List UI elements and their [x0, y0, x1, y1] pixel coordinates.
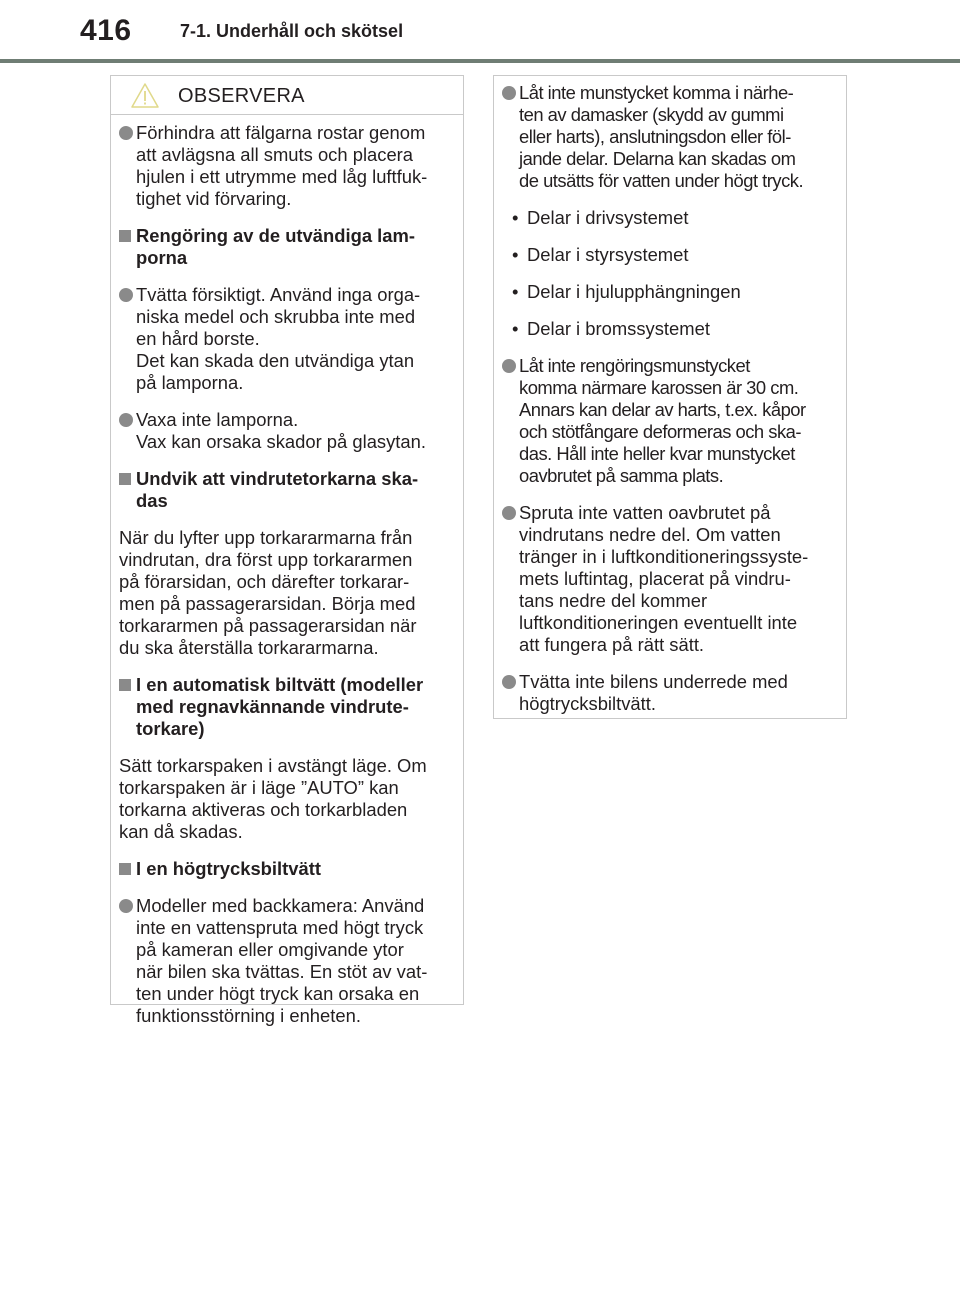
- subheading: Undvik att vindrutetorkarna ska- das: [119, 468, 449, 512]
- subheading: Rengöring av de utvändiga lam- porna: [119, 225, 449, 269]
- header-rule: [0, 59, 960, 63]
- bullet-icon: [502, 359, 516, 373]
- list-item: Låt inte rengöringsmunstycket komma närmare karossen är 30 cm. Annars kan delar av harts, t.ex. kåpor och stötfångare deformeras och ska- das. Håll inte heller kvar munstycket oavbrutet på samma plats.: [502, 355, 832, 487]
- observera-title: OBSERVERA: [178, 85, 305, 107]
- subheading: I en högtrycksbiltvätt: [119, 858, 449, 880]
- list-item: Tvätta försiktigt. Använd inga orga- niska medel och skrubba inte med en hård borste. Det kan skada den utvändiga ytan på lamporna.: [119, 284, 449, 394]
- list-item: Vaxa inte lamporna. Vax kan orsaka skador på glasytan.: [119, 409, 449, 453]
- bullet-icon: [502, 675, 516, 689]
- list-item: Spruta inte vatten oavbrutet på vindrutans nedre del. Om vatten tränger in i luftkonditioneringssyste- mets luftintag, placerat på vindru- tans nedre del kommer luftkonditioneringen eventuellt inte att fungera på rätt sätt.: [502, 502, 832, 656]
- square-bullet-icon: [119, 230, 131, 242]
- paragraph: Sätt torkarspaken i avstängt läge. Om torkarspaken är i läge ”AUTO” kan torkarna aktiveras och torkarbladen kan då skadas.: [119, 755, 427, 842]
- list-item: Låt inte munstycket komma i närhe- ten av damasker (skydd av gummi eller harts), anslutningsdon eller föl- jande delar. Delarna kan skadas om de utsätts för vatten under högt tryck.: [502, 82, 832, 192]
- bullet-icon: [119, 126, 133, 140]
- page-number: 416: [80, 14, 132, 47]
- square-bullet-icon: [119, 473, 131, 485]
- observera-box: [110, 75, 464, 1026]
- square-bullet-icon: [119, 863, 131, 875]
- observera-header: [111, 76, 463, 115]
- bullet-icon: [119, 413, 133, 427]
- dash-list-item: • Delar i drivsystemet: [512, 207, 689, 228]
- list-item: Tvätta inte bilens underrede med högtrycksbiltvätt.: [502, 671, 832, 715]
- section-title: 7-1. Underhåll och skötsel: [180, 21, 404, 41]
- subheading: I en automatisk biltvätt (modeller med regnavkännande vindrute- torkare): [119, 674, 449, 740]
- warning-triangle-icon: [130, 82, 160, 109]
- square-bullet-icon: [119, 679, 131, 691]
- dash-list-item: • Delar i bromssystemet: [512, 318, 710, 339]
- bullet-icon: [119, 288, 133, 302]
- observera-box-continued: [493, 75, 847, 719]
- paragraph: När du lyfter upp torkararmarna från vindrutan, dra först upp torkararmen på förarsidan, och därefter torkarar- men på passagerarsidan. Börja med torkararmen på passagerarsidan när du ska återställa torkararmarna.: [119, 527, 417, 658]
- dash-list-item: • Delar i hjulupphängningen: [512, 281, 741, 302]
- bullet-icon: [119, 899, 133, 913]
- list-item: Förhindra att fälgarna rostar genom att avlägsna all smuts och placera hjulen i ett utrymme med låg luftfuk- tighet vid förvaring.: [119, 122, 449, 210]
- dash-list-item: • Delar i styrsystemet: [512, 244, 689, 265]
- bullet-icon: [502, 506, 516, 520]
- list-item: Modeller med backkamera: Använd inte en vattenspruta med högt tryck på kameran eller omgivande ytor när bilen ska tvättas. En stöt av vat- ten under högt tryck kan orsaka en funktionsstörning i enheten.: [119, 895, 449, 1027]
- bullet-icon: [502, 86, 516, 100]
